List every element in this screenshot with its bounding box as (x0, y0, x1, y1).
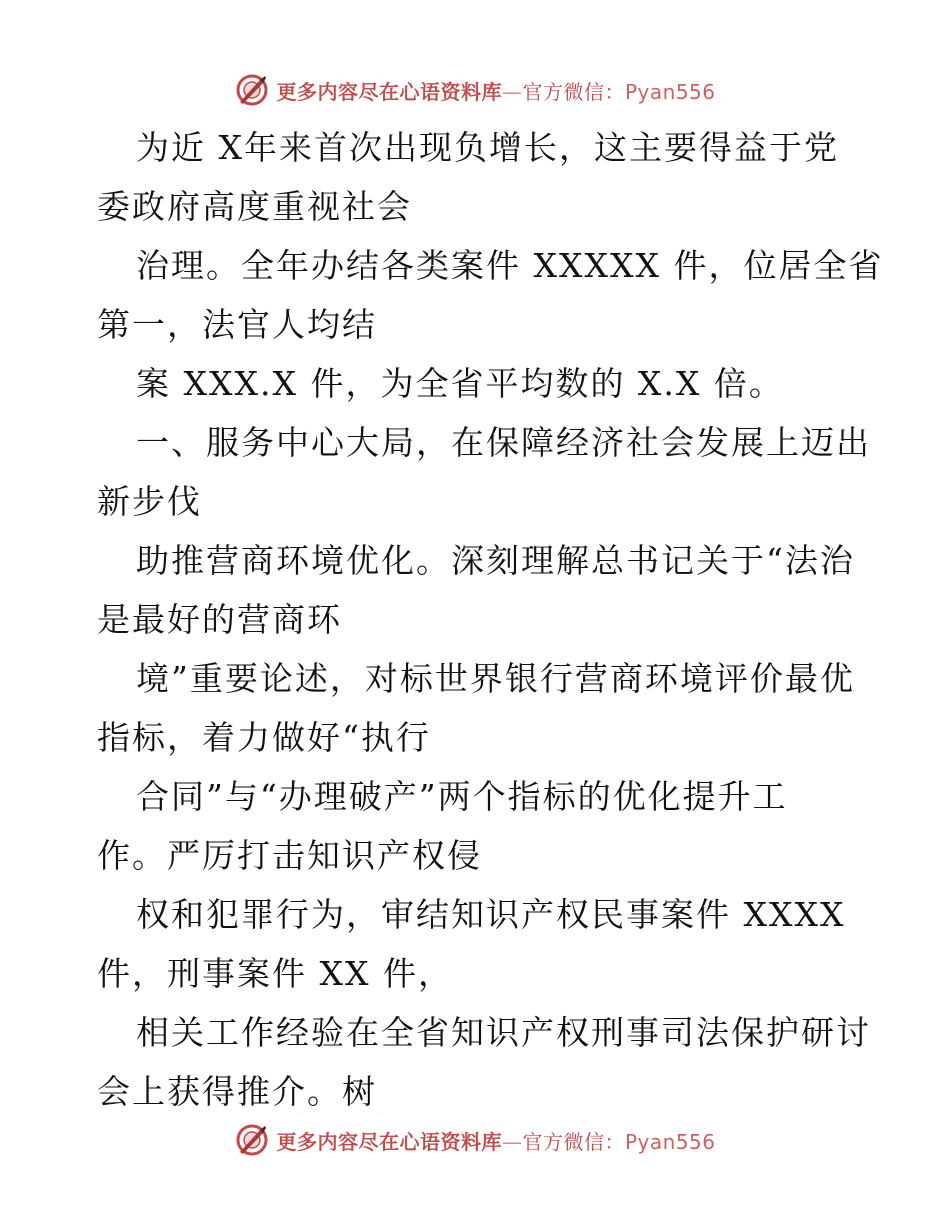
quill-seal-icon (234, 1122, 270, 1158)
body-line: 案 XXX.X 件，为全省平均数的 X.X 倍。 (136, 364, 784, 403)
banner-dash: — (501, 79, 523, 104)
banner-wechat-id: Pyan556 (624, 1129, 716, 1154)
body-line: 相关工作经验在全省知识产权刑事司法保护研讨 (136, 1013, 871, 1052)
body-line: 助推营商环境优化。深刻理解总书记关于“法治 (136, 541, 855, 580)
quill-seal-icon (234, 72, 270, 108)
body-line: 第一，法官人均结 (97, 305, 377, 344)
body-line: 作。严厉打击知识产权侵 (97, 836, 482, 875)
body-line: 指标，着力做好“执行 (97, 718, 431, 757)
banner-brand-text: 更多内容尽在心语资料库 (276, 79, 502, 104)
document-body (97, 118, 884, 1121)
body-line: 会上获得推介。树 (97, 1072, 377, 1111)
section-heading-line: 一、服务中心大局，在保障经济社会发展上迈出 (136, 423, 871, 462)
body-line: 为近 X年来首次出现负增长，这主要得益于党 (136, 128, 839, 167)
body-line: 权和犯罪行为，审结知识产权民事案件 XXXX (136, 895, 846, 934)
body-line: 是最好的营商环 (97, 600, 342, 639)
header-watermark-banner (0, 70, 950, 110)
body-line: 委政府高度重视社会 (97, 187, 412, 226)
section-heading-line: 新步伐 (97, 482, 202, 521)
body-line: 合同”与“办理破产”两个指标的优化提升工 (136, 777, 788, 816)
banner-wechat-id: Pyan556 (624, 79, 716, 104)
banner-wechat-label: 官方微信： (522, 79, 625, 104)
body-line: 件，刑事案件 XX 件， (97, 954, 453, 993)
banner-dash: — (501, 1129, 523, 1154)
banner-wechat-label: 官方微信： (522, 1129, 625, 1154)
footer-watermark-banner (0, 1120, 950, 1160)
banner-brand-text: 更多内容尽在心语资料库 (276, 1129, 502, 1154)
body-line: 境”重要论述，对标世界银行营商环境评价最优 (136, 659, 855, 698)
body-line: 治理。全年办结各类案件 XXXXX 件，位居全省 (136, 246, 884, 285)
